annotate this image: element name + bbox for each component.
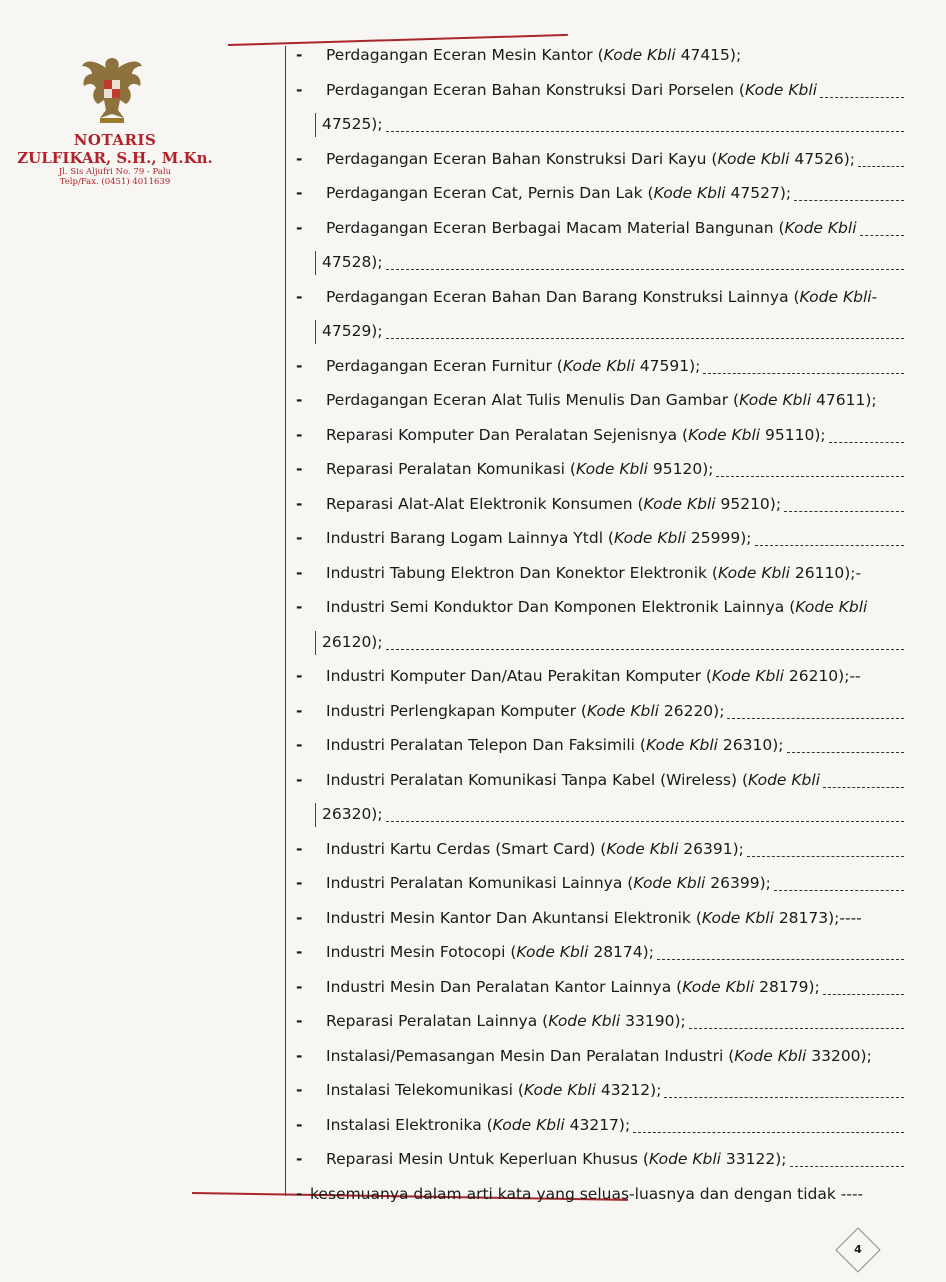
kbli-code: - [871,287,878,306]
list-item-text [326,694,724,729]
kbli-code: 47611); [811,391,877,409]
kbli-label: Kode Kbli [799,287,872,306]
notary-title: NOTARIS [73,131,157,149]
list-item-text [326,728,784,763]
list-item [292,935,904,970]
list-item-content [326,280,904,315]
list-item [292,280,904,315]
list-item-content [326,1142,904,1177]
list-item [292,452,904,487]
notary-header [10,132,220,187]
list-item [292,487,904,522]
notary-phone: Telp/Fax. (0451) 4011639 [59,177,171,187]
list-item-text [322,314,383,349]
bullet-dash: - [296,563,303,582]
item-name: 47528); [322,253,383,271]
list-item [292,1039,904,1074]
dash-filler [386,314,904,339]
list-item-text [326,418,826,453]
list-item-content [326,694,904,729]
list-item-text [326,521,752,556]
list-item [292,211,904,246]
list-item-text [326,590,867,625]
kbli-label: Kode Kbli [548,1012,621,1030]
bullet-dash: - [296,598,303,616]
kbli-label: Kode Kbli [795,598,868,616]
bullet-dash: - [296,736,303,754]
list-item-content [326,1108,904,1143]
bullet-dash: - [296,529,303,547]
list-item-text [322,245,383,280]
kbli-label: Kode Kbli [784,218,857,237]
list-item-content [326,901,904,936]
kbli-label: Kode Kbli [645,736,718,754]
kbli-label: Kode Kbli [739,391,812,409]
list-item-content [322,107,904,142]
kbli-code: 43217); [564,1115,631,1134]
bullet-dash: - [296,908,303,927]
list-item-continuation [292,245,904,280]
list-item-content [326,590,904,625]
item-name: Industri Mesin Kantor Dan Akuntansi Elektronik ( [326,908,702,927]
bullet-dash: - [296,391,303,409]
kbli-label: Kode Kbli [701,908,774,927]
dash-filler [860,211,904,236]
bullet-dash: - [296,1150,303,1168]
item-name: Industri Mesin Dan Peralatan Kantor Lainnya ( [326,977,683,996]
list-item-text [326,142,855,177]
margin-rule [285,46,286,1196]
list-item-text [326,832,744,867]
closing-line [292,1177,904,1212]
bullet-dash: - [296,1046,303,1065]
bullet-dash: - [296,494,303,513]
list-item-text [326,280,877,315]
list-item-text [326,763,820,798]
list-item [292,763,904,798]
dash-filler [633,1108,904,1133]
item-name: Industri Semi Konduktor Dan Komponen Elektronik Lainnya ( [326,598,796,616]
item-name: Perdagangan Eceran Berbagai Macam Material Bangunan ( [326,218,785,237]
item-name: Perdagangan Eceran Mesin Kantor ( [326,46,604,64]
dash-filler [823,763,904,788]
item-name: Perdagangan Eceran Alat Tulis Menulis Dan Gambar ( [326,391,740,409]
list-item-text [326,1108,630,1143]
dash-filler [689,1004,904,1029]
notary-address: Jl. Sis Aljufri No. 79 - Palu [58,167,172,177]
dash-filler [784,487,904,512]
kbli-label: Kode Kbli [562,356,635,375]
kbli-label: Kode Kbli [648,1150,721,1168]
bullet-dash: - [296,667,303,685]
list-item-content [326,38,904,73]
list-item [292,694,904,729]
list-item-text [322,107,383,142]
item-name: Reparasi Mesin Untuk Keperluan Khusus ( [326,1150,649,1168]
list-item-continuation [292,625,904,660]
bullet-dash: - [296,287,303,306]
bullet-dash: - [296,943,303,961]
item-name: Industri Peralatan Telepon Dan Faksimili ( [326,736,646,754]
list-item [292,38,904,73]
dash-filler [747,832,904,857]
list-item-content [326,349,904,384]
list-item [292,901,904,936]
item-name: 47525); [322,115,383,133]
item-name: Perdagangan Eceran Bahan Konstruksi Dari Porselen ( [326,80,745,99]
bullet-dash: - [296,839,303,858]
dash-filler [823,970,904,995]
list-item [292,349,904,384]
item-name: 26120); [322,632,383,651]
item-name: Instalasi Elektronika ( [326,1115,493,1134]
item-name: Industri Komputer Dan/Atau Perakitan Komputer ( [326,667,712,685]
dash-filler [820,73,904,98]
bullet-dash: - [296,1081,303,1099]
kbli-label: Kode Kbli [613,529,686,547]
list-item [292,970,904,1005]
bullet-dash: - [296,1115,303,1134]
bullet-dash: - [296,149,303,168]
list-item-text [326,1073,661,1108]
item-name: Instalasi/Pemasangan Mesin Dan Peralatan Industri ( [326,1046,735,1065]
list-item-text [326,1142,787,1177]
item-name: Perdagangan Eceran Bahan Dan Barang Konstruksi Lainnya ( [326,287,800,306]
list-item-content [326,832,904,867]
list-item-content [326,970,904,1005]
dash-filler [755,521,905,546]
kbli-label: Kode Kbli [603,46,676,64]
list-item [292,1142,904,1177]
list-item-text [326,452,713,487]
kbli-label: Kode Kbli [606,839,679,858]
item-name: Perdagangan Eceran Cat, Pernis Dan Lak ( [326,184,654,202]
kbli-label: Kode Kbli [575,460,648,478]
kbli-code: 33200); [806,1046,872,1065]
kbli-label: Kode Kbli [744,80,817,99]
bullet-dash: - [296,184,303,202]
closing-content [310,1177,904,1212]
list-item [292,1073,904,1108]
list-item [292,142,904,177]
item-name: Reparasi Peralatan Lainnya ( [326,1012,549,1030]
list-item-content [322,797,904,832]
list-item-text [326,935,654,970]
item-name: Industri Peralatan Komunikasi Lainnya ( [326,874,634,892]
list-item-content [326,659,904,694]
list-item-text [326,176,791,211]
kbli-code: 47591); [634,356,701,375]
item-name: Reparasi Peralatan Komunikasi ( [326,460,576,478]
list-item-content [326,142,904,177]
list-item [292,866,904,901]
list-item-content [326,728,904,763]
kbli-code: 28174); [588,943,654,961]
kbli-label: Kode Kbli [748,770,821,789]
dash-filler [386,625,904,650]
kbli-label: Kode Kbli [734,1046,807,1065]
kbli-label: Kode Kbli [492,1115,565,1134]
kbli-code: 43212); [595,1081,662,1099]
item-name: Industri Kartu Cerdas (Smart Card) ( [326,839,607,858]
list-item-content [326,383,904,418]
list-item-content [326,521,904,556]
kbli-label: Kode Kbli [643,494,716,513]
item-name: 26320); [322,805,383,823]
kbli-label: Kode Kbli [586,701,659,720]
list-item-content [326,452,904,487]
dash-filler [774,866,904,891]
kbli-label: Kode Kbli [516,943,589,961]
dash-filler [664,1073,904,1098]
list-item-text [326,211,857,246]
dash-filler [787,728,905,753]
item-name: Instalasi Telekomunikasi ( [326,1081,524,1099]
list-item [292,556,904,591]
list-item-content [326,211,904,246]
bullet-dash: - [296,1012,303,1030]
bullet-dash: - [296,46,303,64]
item-name: Reparasi Alat-Alat Elektronik Konsumen ( [326,494,644,513]
dash-filler [386,797,904,822]
bullet-dash: - [296,770,303,789]
bullet-dash: - [296,460,303,478]
dash-filler [716,452,904,477]
bullet-dash: - [296,356,303,375]
list-item-content [326,935,904,970]
kbli-label: Kode Kbli [523,1081,596,1099]
list-item-continuation [292,107,904,142]
kbli-code: 26310); [717,736,784,754]
kbli-code: 25999); [685,529,752,547]
list-item-text [326,1039,872,1074]
item-name: Perdagangan Eceran Furnitur ( [326,356,563,375]
dash-filler [794,176,904,201]
bullet-dash: - [296,218,303,237]
notary-name: ZULFIKAR, S.H., M.Kn. [17,149,213,167]
list-item-text [326,556,861,591]
kbli-code: 33122); [720,1150,787,1168]
garuda-emblem-icon [78,52,146,126]
list-item-text [326,487,781,522]
kbli-code: 28179); [754,977,820,996]
kbli-label: Kode Kbli [711,667,784,685]
kbli-label: Kode Kbli [682,977,755,996]
kbli-code: 47527); [725,184,792,202]
list-item [292,590,904,625]
bullet-dash: - [296,1184,303,1203]
item-name: Industri Tabung Elektron Dan Konektor Elektronik ( [326,563,718,582]
list-item-text [326,349,700,384]
list-item-text [326,73,817,108]
list-item-text [326,1004,686,1039]
list-item [292,728,904,763]
dash-filler [790,1142,905,1167]
list-item-text [326,383,877,418]
list-item-text [326,866,771,901]
item-name: Industri Peralatan Komunikasi Tanpa Kabel (Wireless) ( [326,770,748,789]
dash-filler [386,107,904,132]
kbli-code: 95120); [647,460,714,478]
dash-filler [703,349,904,374]
kbli-label: Kode Kbli [633,874,706,892]
closing-text: kesemuanya dalam arti kata yang seluas-luasnya dan dengan tidak ---- [310,1184,864,1203]
bullet-dash: - [296,80,303,99]
list-item-continuation [292,797,904,832]
list-item-text [322,625,383,660]
kbli-code: 28173);---- [773,908,862,927]
list-item-text [326,970,820,1005]
list-item-content [326,73,904,108]
list-item-content [326,487,904,522]
list-item-text [326,38,741,73]
kbli-code: 26220); [658,701,725,720]
kbli-code: 47415); [675,46,742,64]
bullet-dash: - [296,874,303,892]
kbli-code: 47526); [789,149,855,168]
item-name: 47529); [322,322,383,340]
list-item [292,73,904,108]
item-name: Industri Perlengkapan Komputer ( [326,701,587,720]
list-item-content [326,556,904,591]
item-name: Industri Mesin Fotocopi ( [326,943,517,961]
dash-filler [858,142,904,167]
kbli-label: Kode Kbli [688,425,761,444]
list-item [292,521,904,556]
bullet-dash: - [296,977,303,996]
dash-filler [829,418,904,443]
kbli-code: 95210); [715,494,782,513]
list-item-content [326,1004,904,1039]
list-item-content [326,1039,904,1074]
kbli-label: Kode Kbli [717,149,790,168]
list-item-text [326,659,861,694]
list-item [292,418,904,453]
kbli-code: 26391); [678,839,744,858]
list-item-content [326,418,904,453]
list-item [292,832,904,867]
item-name: Reparasi Komputer Dan Peralatan Sejenisnya ( [326,425,689,444]
list-item-content [326,176,904,211]
list-item-content [322,625,904,660]
list-item-content [322,245,904,280]
list-item-text [326,901,862,936]
list-item-continuation [292,314,904,349]
list-item-content [326,866,904,901]
list-item [292,383,904,418]
item-name: Industri Barang Logam Lainnya Ytdl ( [326,529,614,547]
page-number: 4 [854,1243,862,1256]
list-item [292,176,904,211]
list-item [292,659,904,694]
list-item-content [322,314,904,349]
kbli-code: 26110);- [789,563,862,582]
bullet-dash: - [296,701,303,720]
dash-filler [386,245,904,270]
kbli-item-list [292,38,904,1211]
kbli-code: 95110); [760,425,826,444]
list-item-content [326,1073,904,1108]
dash-filler [727,694,904,719]
kbli-label: Kode Kbli [717,563,790,582]
list-item-text [322,797,383,832]
kbli-code: 26210);-- [783,667,861,685]
bullet-dash: - [296,425,303,444]
list-item [292,1108,904,1143]
list-item-content [326,763,904,798]
kbli-code: 33190); [620,1012,686,1030]
list-item [292,1004,904,1039]
dash-filler [657,935,904,960]
item-name: Perdagangan Eceran Bahan Konstruksi Dari Kayu ( [326,149,718,168]
kbli-code: 26399); [705,874,771,892]
kbli-label: Kode Kbli [653,184,726,202]
